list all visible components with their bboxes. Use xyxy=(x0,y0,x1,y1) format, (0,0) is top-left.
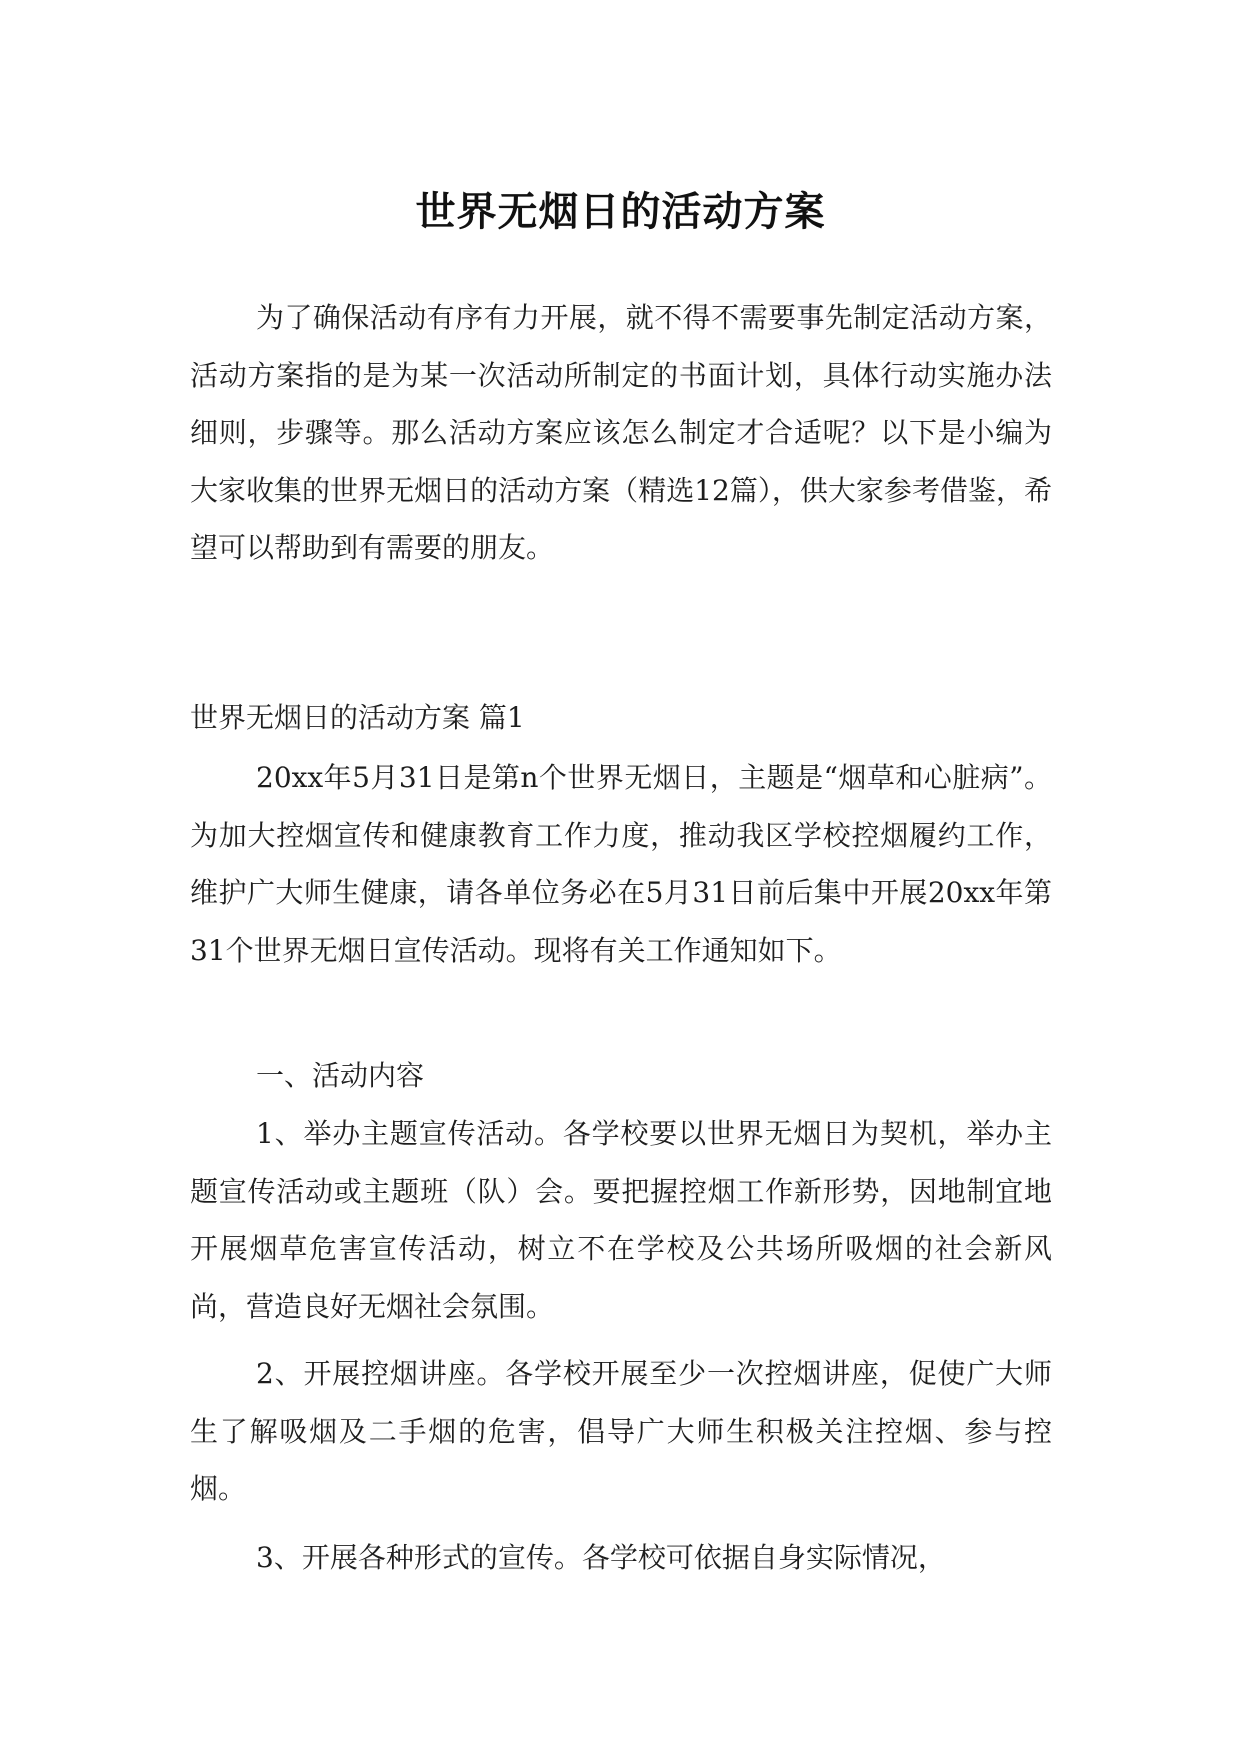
document-title: 世界无烟日的活动方案 xyxy=(415,187,826,235)
body-paragraph-item-2: 2、开展控烟讲座。各学校开展至少一次控烟讲座，促使广大师生了解吸烟及二手烟的危害，倡导广大师生积极关注控烟、参与控烟。 xyxy=(190,1357,1052,1505)
intro-paragraph: 为了确保活动有序有力开展，就不得不需要事先制定活动方案，活动方案指的是为某一次活动所制定的书面计划，具体行动实施办法细则，步骤等。那么活动方案应该怎么制定才合适呢？以下是小编为大家收集的世界无烟日的活动方案（精选12篇），供大家参考借鉴，希望可以帮助到有需要的朋友。 xyxy=(190,301,1052,564)
body-paragraph-subheading: 一、活动内容 xyxy=(256,1059,425,1092)
body-paragraph-item-1: 1、举办主题宣传活动。各学校要以世界无烟日为契机，举办主题宣传活动或主题班（队）会。要把握控烟工作新形势，因地制宜地开展烟草危害宣传活动，树立不在学校及公共场所吸烟的社会新风尚，营造良好无烟社会氛围。 xyxy=(190,1117,1052,1323)
body-paragraph-notice: 20xx年5月31日是第n个世界无烟日，主题是“烟草和心脏病”。为加大控烟宣传和健康教育工作力度，推动我区学校控烟履约工作，维护广大师生健康，请各单位务必在5月31日前后集中开展20xx年第31个世界无烟日宣传活动。现将有关工作通知如下。 xyxy=(190,761,1052,967)
body-paragraph-item-3: 3、开展各种形式的宣传。各学校可依据自身实际情况， xyxy=(256,1541,946,1574)
section-heading: 世界无烟日的活动方案 篇1 xyxy=(190,701,525,734)
